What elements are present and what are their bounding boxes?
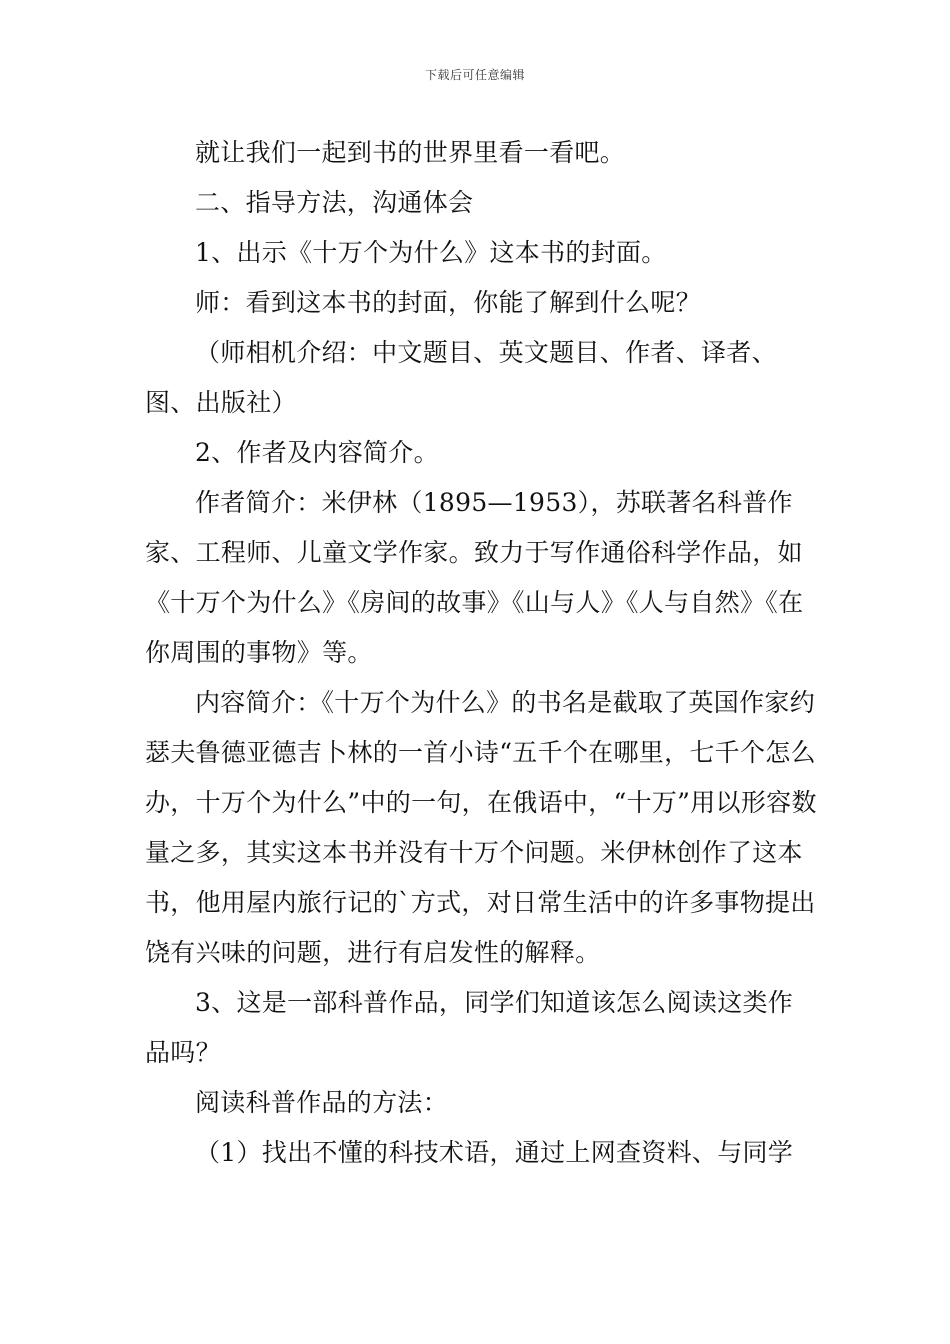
paragraph-method-1: （1）找出不懂的科技术语，通过上网查资料、与同学 [195,1138,794,1167]
paragraph-teacher-question: 师：看到这本书的封面，你能了解到什么呢？ [195,288,702,317]
paragraph-author-intro: 作者简介：米伊林（1895—1953），苏联著名科普作家、工程师、儿童文学作家。致力于写作通俗科学作品，如《十万个为什么》《房间的故事》《山与人》《人与自然》《在你周围的事物》等。 [145,488,804,667]
paragraph-teacher-note: （师相机介绍：中文题目、英文题目、作者、译者、图、出版社） [145,338,777,417]
paragraph-content-intro: 内容简介：《十万个为什么》的书名是截取了英国作家约瑟夫鲁德亚德吉卜林的一首小诗“五千个在哪里，七千个怎么办，十万个为什么”中的一句，在俄语中，“十万”用以形容数量之多，其实这本书并没有十万个问题。米伊林创作了这本书，他用屋内旅行记的`方式，对日常生活中的许多事物提出饶有兴味的问题，进行有启发性的解释。 [145,688,817,967]
document-body [145,128,817,1178]
paragraph-step-1: 1、出示《十万个为什么》这本书的封面。 [195,238,667,267]
paragraph-reading-method: 阅读科普作品的方法： [195,1088,449,1117]
paragraph-intro: 就让我们一起到书的世界里看一看吧。 [195,138,626,167]
paragraph-step-3: 3、这是一部科普作品，同学们知道该怎么阅读这类作品吗？ [145,988,794,1067]
paragraph-step-2: 2、作者及内容简介。 [195,438,439,467]
page-header: 下载后可任意编辑 [424,68,525,82]
section-heading-2: 二、指导方法，沟通体会 [195,188,474,217]
